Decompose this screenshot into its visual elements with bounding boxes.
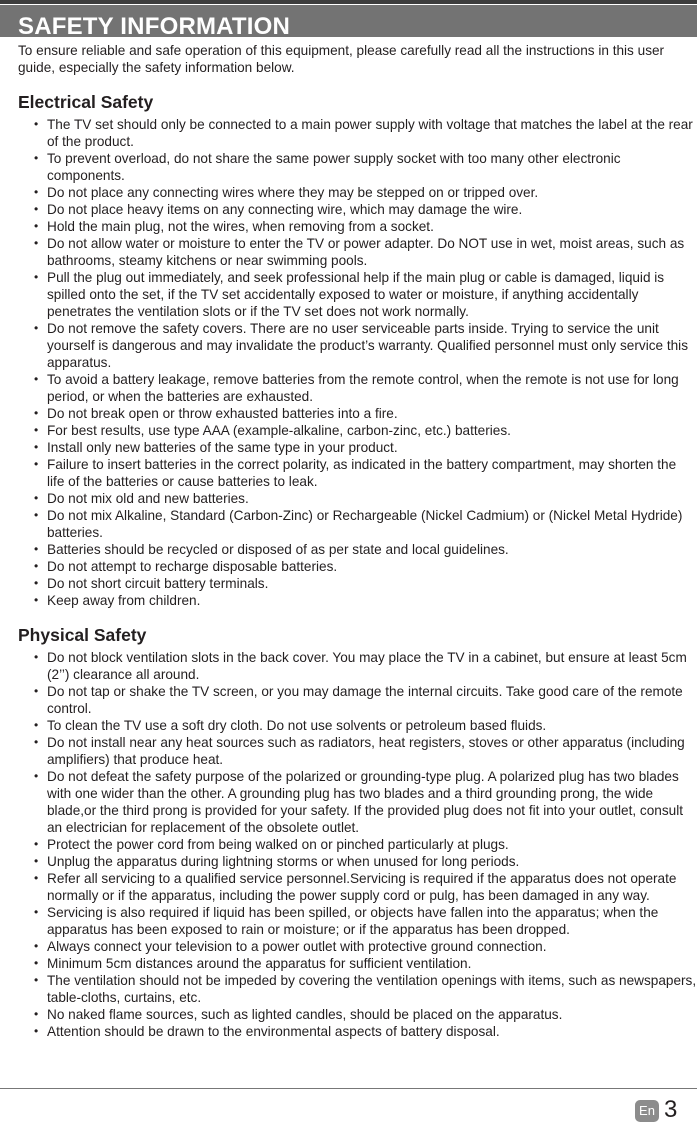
- list-item: • Do not break open or throw exhausted batteries into a fire.: [18, 405, 697, 422]
- list-item: • Do not remove the safety covers. There are no user serviceable parts inside. Trying to service the unit yourself is dangerous and may invalidate the product’s warranty. Qualified personnel must only service this apparatus.: [18, 320, 697, 371]
- list-item: • No naked flame sources, such as lighted candles, should be placed on the apparatus.: [18, 1006, 697, 1023]
- intro-paragraph: To ensure reliable and safe operation of this equipment, please carefully read all the instructions in this user guide, especially the safety information below.: [18, 43, 665, 75]
- list-item: • For best results, use type AAA (example-alkaline, carbon-zinc, etc.) batteries.: [18, 422, 697, 439]
- list-item: • Do not attempt to recharge disposable batteries.: [18, 558, 697, 575]
- list-item: • The ventilation should not be impeded by covering the ventilation openings with items, such as newspapers, table-cloths, curtains, etc.: [18, 972, 697, 1006]
- page-number: 3: [664, 1096, 678, 1123]
- list-item: • Do not defeat the safety purpose of the polarized or grounding-type plug. A polarized plug has two blades with one wider than the other. A grounding plug has two blades and a third grounding prong, the wide blade,or the third prong is provided for your safety. If the provided plug does not fit into your outlet, consult an electrician for replacement of the obsolete outlet.: [18, 768, 697, 836]
- section-heading-physical-safety: Physical Safety: [18, 625, 147, 645]
- list-item: • Do not mix old and new batteries.: [18, 490, 697, 507]
- list-item: • Do not allow water or moisture to enter the TV or power adapter. Do NOT use in wet, moist areas, such as bathrooms, steamy kitchens or near swimming pools.: [18, 235, 697, 269]
- language-badge: En: [635, 1100, 659, 1122]
- list-item: • Minimum 5cm distances around the apparatus for sufficient ventilation.: [18, 955, 697, 972]
- list-item: • Pull the plug out immediately, and seek professional help if the main plug or cable is damaged, liquid is spilled onto the set, if the TV set accidentally exposed to water or moisture, if anything accidentally penetrates the ventilation slots or if the TV set does not work normally.: [18, 269, 697, 320]
- list-item: • Do not place any connecting wires where they may be stepped on or tripped over.: [18, 184, 697, 201]
- list-item: • To avoid a battery leakage, remove batteries from the remote control, when the remote is not use for long period, or when the batteries are exhausted.: [18, 371, 697, 405]
- content: [18, 42, 697, 1040]
- list-item: • Do not tap or shake the TV screen, or you may damage the internal circuits. Take good care of the remote control.: [18, 683, 697, 717]
- list-item: • Refer all servicing to a qualified service personnel.Servicing is required if the apparatus does not operate normally or if the apparatus, including the power supply cord or pulg, has been damaged in any way.: [18, 870, 697, 904]
- footer-rule: [0, 1088, 697, 1089]
- title-bar: [0, 5, 697, 40]
- top-rule: [0, 0, 697, 4]
- list-item: • Install only new batteries of the same type in your product.: [18, 439, 697, 456]
- list-item: • Attention should be drawn to the environmental aspects of battery disposal.: [18, 1023, 697, 1040]
- list-item: • Unplug the apparatus during lightning storms or when unused for long periods.: [18, 853, 697, 870]
- list-item: • Hold the main plug, not the wires, when removing from a socket.: [18, 218, 697, 235]
- list-item: • Do not block ventilation slots in the back cover. You may place the TV in a cabinet, but ensure at least 5cm (2’’) clearance all around.: [18, 649, 697, 683]
- list-item: • Do not place heavy items on any connecting wire, which may damage the wire.: [18, 201, 697, 218]
- list-item: • Protect the power cord from being walked on or pinched particularly at plugs.: [18, 836, 697, 853]
- list-item: • Servicing is also required if liquid has been spilled, or objects have fallen into the apparatus; when the apparatus has been exposed to rain or moisture; or if the apparatus has been dropped.: [18, 904, 697, 938]
- section-heading-electrical-safety: Electrical Safety: [18, 92, 154, 112]
- physical-safety-list: [18, 649, 697, 1040]
- list-item: • To clean the TV use a soft dry cloth. Do not use solvents or petroleum based fluids.: [18, 717, 697, 734]
- list-item: • Batteries should be recycled or disposed of as per state and local guidelines.: [18, 541, 697, 558]
- page-title: SAFETY INFORMATION: [18, 13, 291, 40]
- list-item: • Keep away from children.: [18, 592, 697, 609]
- list-item: • The TV set should only be connected to a main power supply with voltage that matches the label at the rear of the product.: [18, 116, 697, 150]
- electrical-safety-list: [18, 116, 697, 609]
- list-item: • Failure to insert batteries in the correct polarity, as indicated in the battery compartment, may shorten the life of the batteries or cause batteries to leak.: [18, 456, 697, 490]
- list-item: • Do not mix Alkaline, Standard (Carbon-Zinc) or Rechargeable (Nickel Cadmium) or (Nickel Metal Hydride) batteries.: [18, 507, 697, 541]
- list-item: • Always connect your television to a power outlet with protective ground connection.: [18, 938, 697, 955]
- list-item: • Do not install near any heat sources such as radiators, heat registers, stoves or other apparatus (including amplifiers) that produce heat.: [18, 734, 697, 768]
- list-item: • Do not short circuit battery terminals.: [18, 575, 697, 592]
- list-item: • To prevent overload, do not share the same power supply socket with too many other electronic components.: [18, 150, 697, 184]
